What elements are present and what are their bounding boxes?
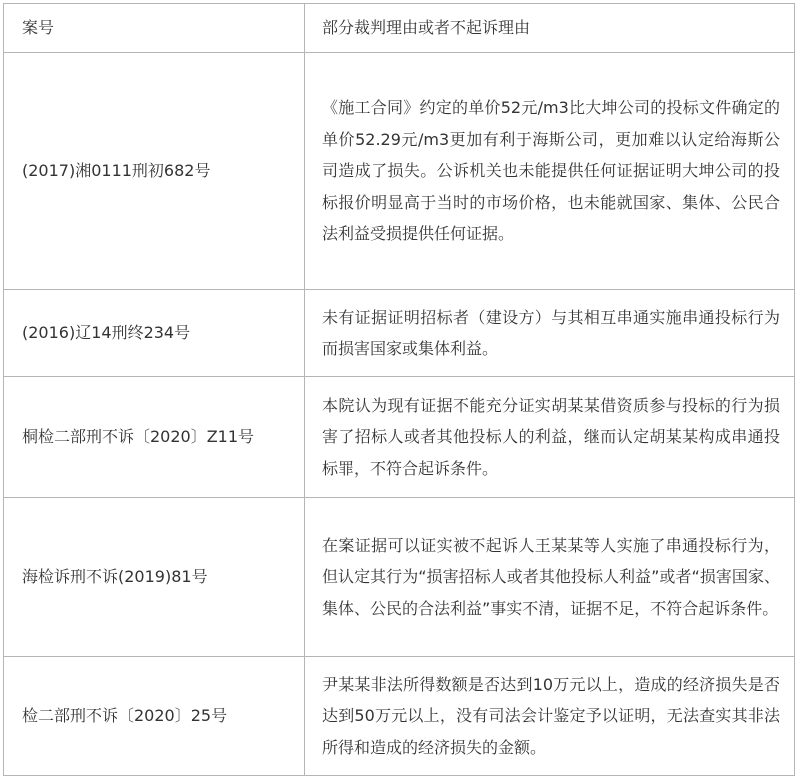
case-number-cell: 海检诉刑不诉(2019)81号 — [4, 498, 305, 657]
reason-cell: 《施工合同》约定的单价52元/m3比大坤公司的投标文件确定的单价52.29元/m3更加有利于海斯公司，更加难以认定给海斯公司造成了损失。公诉机关也未能提供任何证据证明大坤公司的投标报价明显高于当时的市场价格，也未能就国家、集体、公民合法利益受损提供任何证据。 — [305, 53, 795, 290]
table-row — [4, 377, 795, 498]
table-row — [4, 498, 795, 657]
reason-cell: 本院认为现有证据不能充分证实胡某某借资质参与投标的行为损害了招标人或者其他投标人的利益，继而认定胡某某构成串通投标罪，不符合起诉条件。 — [305, 377, 795, 498]
table-row — [4, 53, 795, 290]
header-case-number: 案号 — [4, 4, 305, 53]
table-row — [4, 290, 795, 377]
case-number-cell: 桐检二部刑不诉〔2020〕Z11号 — [4, 377, 305, 498]
table-row — [4, 657, 795, 776]
case-number-cell: (2017)湘0111刑初682号 — [4, 53, 305, 290]
reason-cell: 未有证据证明招标者（建设方）与其相互串通实施串通投标行为而损害国家或集体利益。 — [305, 290, 795, 377]
table-header-row — [4, 4, 795, 53]
reason-cell: 在案证据可以证实被不起诉人王某某等人实施了串通投标行为，但认定其行为“损害招标人或者其他投标人利益”或者“损害国家、集体、公民的合法利益”事实不清，证据不足，不符合起诉条件。 — [305, 498, 795, 657]
header-reason: 部分裁判理由或者不起诉理由 — [305, 4, 795, 53]
case-number-cell: (2016)辽14刑终234号 — [4, 290, 305, 377]
reason-cell: 尹某某非法所得数额是否达到10万元以上，造成的经济损失是否达到50万元以上，没有司法会计鉴定予以证明，无法查实其非法所得和造成的经济损失的金额。 — [305, 657, 795, 776]
case-reasons-table — [3, 3, 795, 776]
case-number-cell: 检二部刑不诉〔2020〕25号 — [4, 657, 305, 776]
